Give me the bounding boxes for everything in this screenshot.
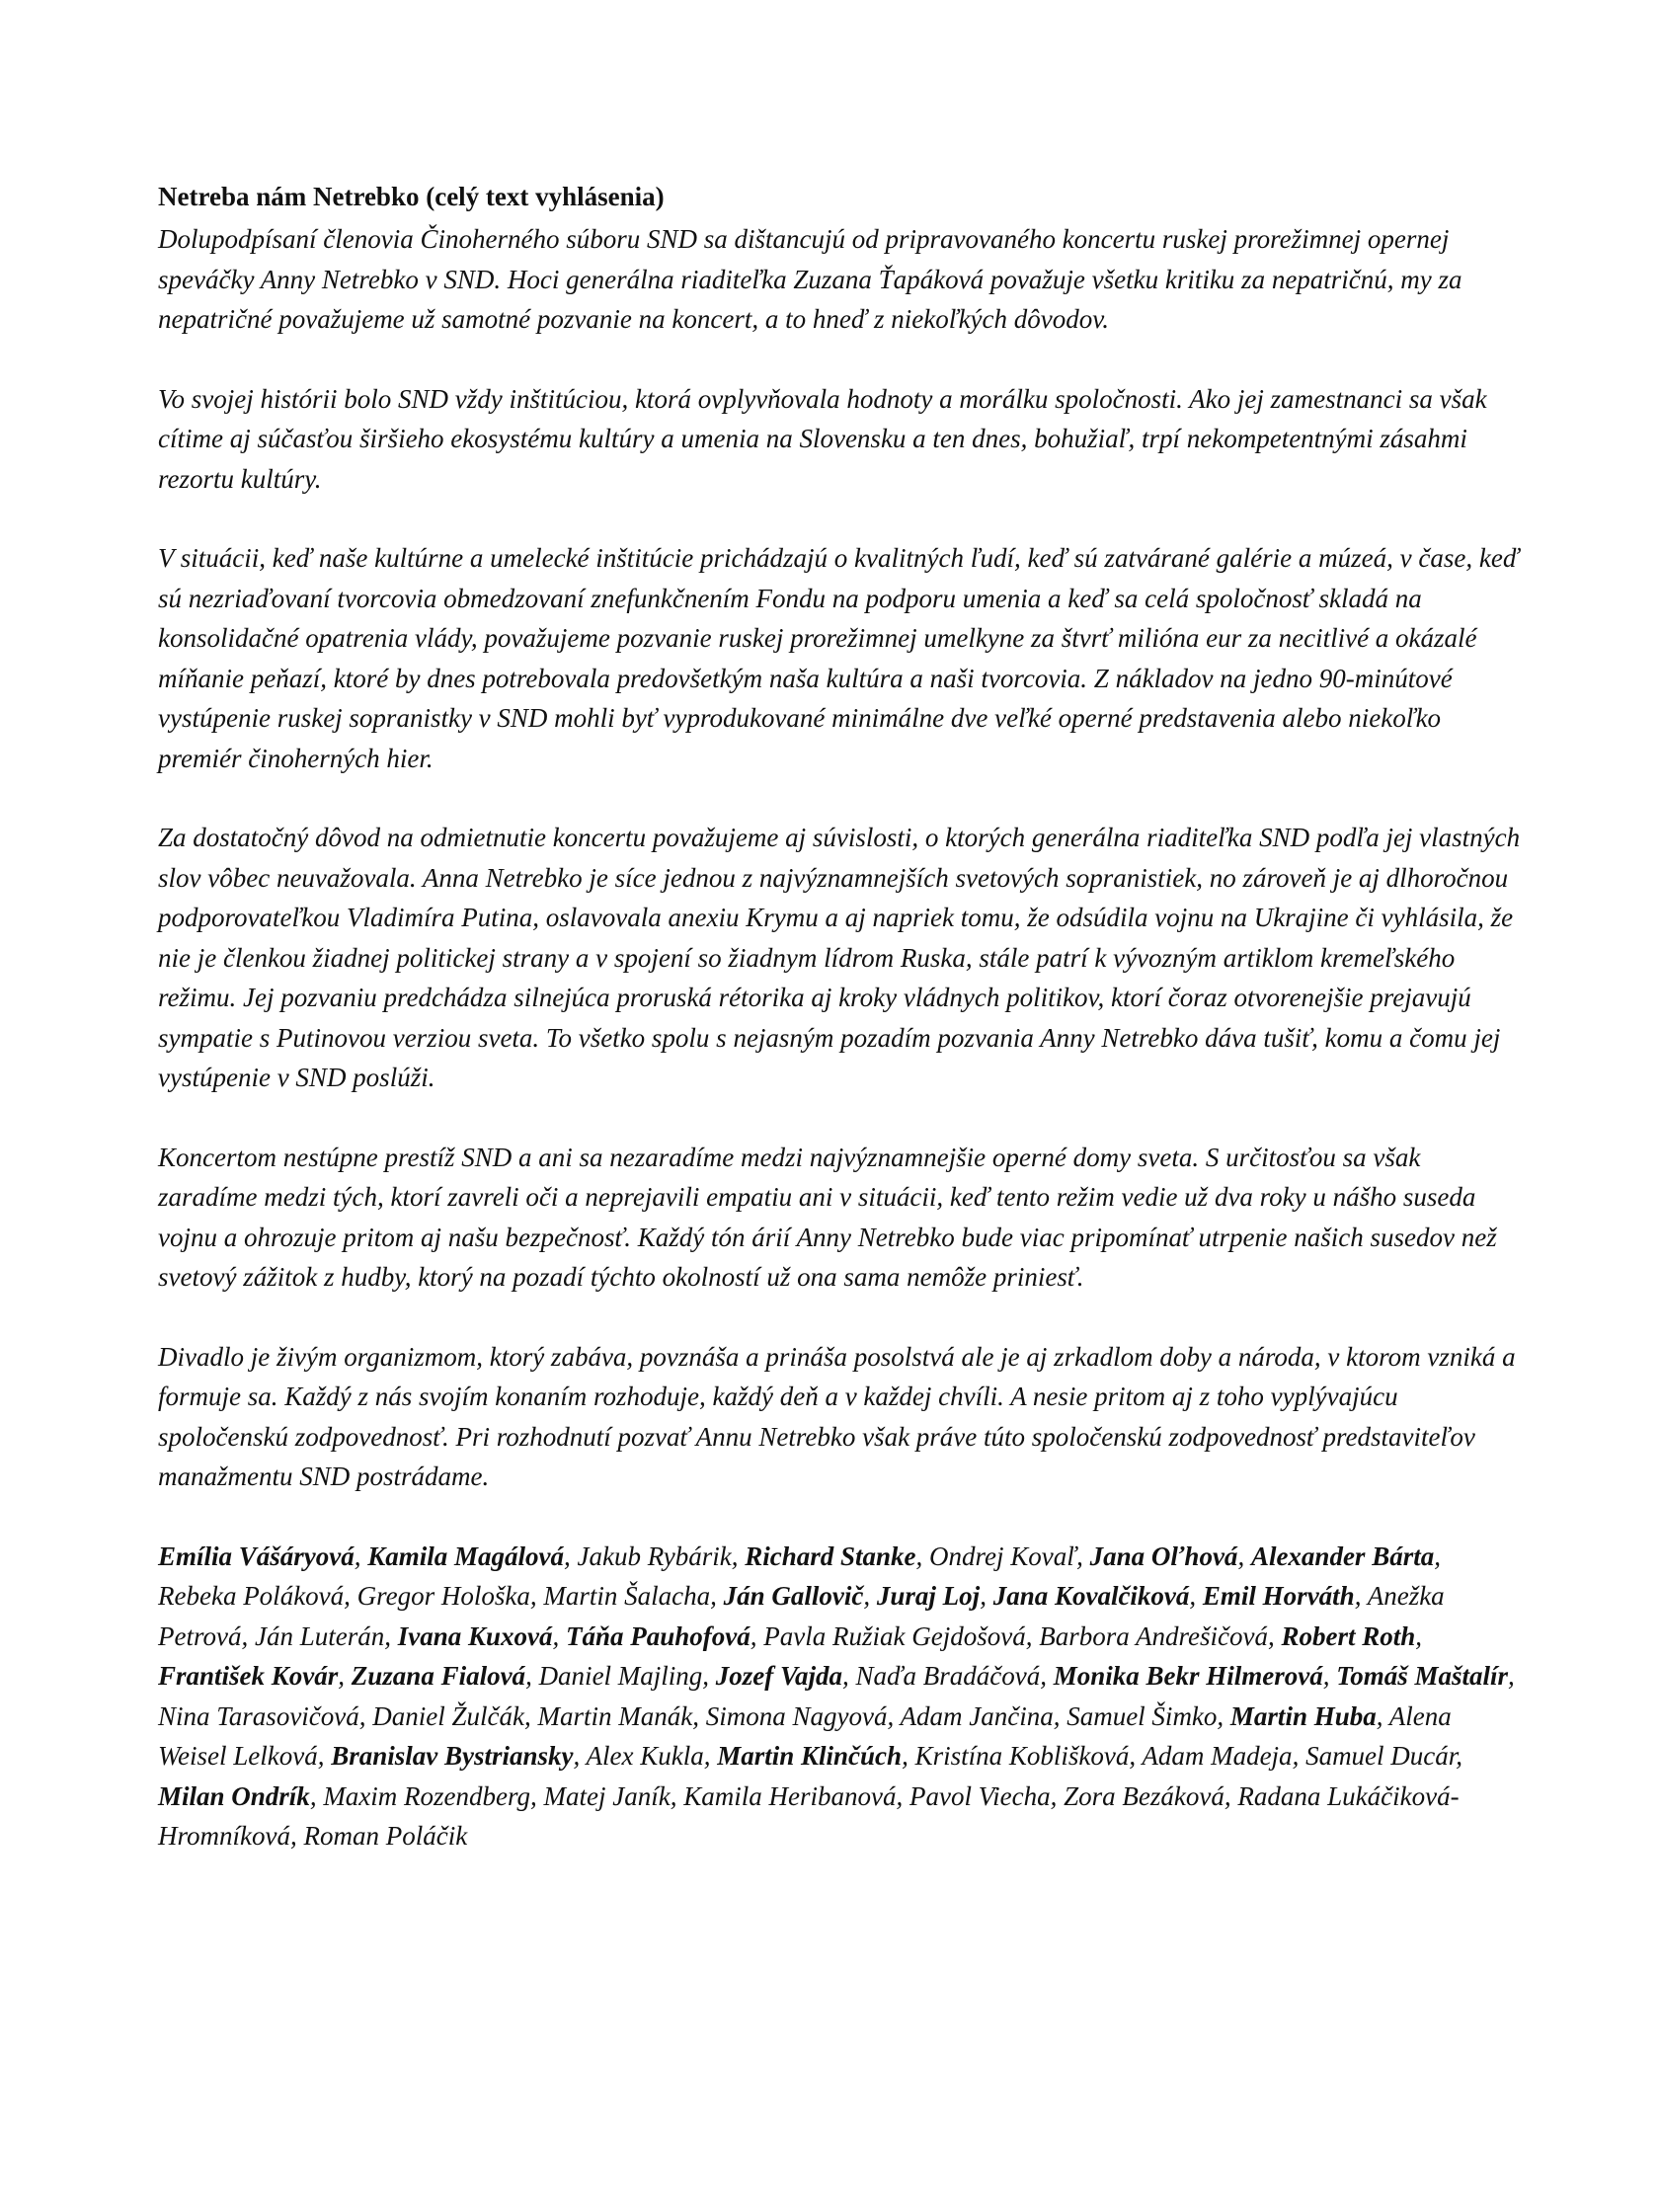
signatory-name: Daniel Žulčák — [372, 1700, 524, 1731]
signatory-name: Emil Horváth — [1202, 1581, 1355, 1611]
signatory-name: Jana Kovalčiková — [992, 1581, 1190, 1611]
signatory-name: Simona Nagyová — [705, 1700, 888, 1731]
signatory-name: Martin Manák — [537, 1700, 693, 1731]
signatory-name: Alexander Bárta — [1250, 1540, 1435, 1571]
signatory-name: Samuel Šimko — [1066, 1700, 1218, 1731]
signatory-name: Rebeka Poláková — [158, 1581, 345, 1611]
signatory-name: Tomáš Maštalír — [1336, 1661, 1509, 1691]
paragraph-3: V situácii, keď naše kultúrne a umelecké inštitúcie prichádzajú o kvalitných ľudí, keď sú zatvárané galérie a múzeá, v čase, keď sú nezriaďovaní tvorcovia obmedzovaní znefunkčnením Fondu na podporu umenia a keď sa celá spoločnosť skladá na konsolidačné opatrenia vlády, považujeme pozvanie ruskej prorežimnej umelkyne za štvrť milióna eur za necitlivé a okázalé míňanie peňazí, ktoré by dnes potrebovala predovšetkým naša kultúra a naši tvorcovia. Z nákladov na jedno 90-minútové vystúpenie ruskej sopranistky v SND mohli byť vyprodukované minimálne dve veľké operné predstavenia alebo niekoľko premiér činoherných hier. — [158, 543, 1520, 773]
signatory-name: Barbora Andrešičová — [1039, 1620, 1268, 1651]
document-body — [158, 176, 1521, 1856]
signatory-name: Daniel Majling — [538, 1661, 703, 1691]
signatory-name: Nina Tarasovičová — [158, 1700, 359, 1731]
paragraph-6: Divadlo je živým organizmom, ktorý zabáva, povznáša a prináša posolstvá ale je aj zrkadlom doby a národa, v ktorom vzniká a formuje sa. Každý z nás svojím konaním rozhoduje, každý deň a v každej chvíli. A nesie pritom aj z toho vyplývajúcu spoločenskú zodpovednosť. Pri rozhodnutí pozvať Annu Netrebko však práve túto spoločenskú zodpovednosť predstaviteľov manažmentu SND postrádame. — [158, 1341, 1516, 1491]
signatory-name: František Kovár — [158, 1661, 339, 1691]
signatory-name: Ján Luterán — [254, 1620, 385, 1651]
signatory-name: Radana Lukáčiková-Hromníková — [158, 1780, 1460, 1851]
signatory-name: Milan Ondrík — [158, 1780, 310, 1811]
signatory-name: Robert Roth — [1281, 1620, 1416, 1651]
signatory-name: Martin Huba — [1229, 1700, 1377, 1731]
signatory-name: Gregor Hološka — [356, 1581, 530, 1611]
signatory-name: Adam Jančina — [900, 1700, 1054, 1731]
signatory-name: Branislav Bystriansky — [331, 1741, 574, 1771]
signatory-name: Samuel Ducár — [1305, 1741, 1457, 1771]
signatory-name: Alex Kukla — [586, 1741, 704, 1771]
signatory-name: Martin Klinčúch — [717, 1741, 903, 1771]
signatory-name: Adam Madeja — [1142, 1741, 1293, 1771]
signatory-name: Martin Šalacha — [543, 1581, 711, 1611]
signatory-name: Richard Stanke — [745, 1540, 916, 1571]
signatory-name: Ján Gallovič — [723, 1581, 864, 1611]
signatory-name: Ondrej Kovaľ — [929, 1540, 1077, 1571]
signatory-name: Maxim Rozendberg — [323, 1780, 531, 1811]
signatory-name: Kamila Magálová — [367, 1540, 565, 1571]
signatory-name: Ivana Kuxová — [397, 1620, 553, 1651]
signatory-name: Anežka Petrová — [158, 1581, 1445, 1651]
signatory-name: Matej Janík — [543, 1780, 671, 1811]
document-title: Netreba nám Netrebko (celý text vyhlásenia) — [158, 182, 665, 211]
signatory-name: Kristína Koblišková — [914, 1741, 1130, 1771]
paragraph-5: Koncertom nestúpne prestíž SND a ani sa nezaradíme medzi najvýznamnejšie operné domy sveta. S určitosťou sa však zaradíme medzi tých, ktorí zavreli oči a neprejavili empatiu ani v situácii, keď tento režim vedie už dva roky u nášho suseda vojnu a ohrozuje pritom aj našu bezpečnosť. Každý tón árií Anny Netrebko bude viac pripomínať utrpenie našich susedov než svetový zážitok z hudby, ktorý na pozadí týchto okolností už ona sama nemôže priniesť. — [158, 1142, 1497, 1292]
signatories-list: Emília Vášáryová, Kamila Magálová, Jakub Rybárik, Richard Stanke, Ondrej Kovaľ, Jana Oľhová, Alexander Bárta, Rebeka Poláková, Gregor Hološka, Martin Šalacha, Ján Gallovič, Juraj Loj, Jana Kovalčiková, Emil Horváth, Anežka Petrová, Ján Luterán, Ivana Kuxová, Táňa Pauhofová, Pavla Ružiak Gejdošová, Barbora Andrešičová, Robert Roth, František Kovár, Zuzana Fialová, Daniel Majling, Jozef Vajda, Naďa Bradáčová, Monika Bekr Hilmerová, Tomáš Maštalír, Nina Tarasovičová, Daniel Žulčák, Martin Manák, Simona Nagyová, Adam Jančina, Samuel Šimko, Martin Huba, Alena Weisel Lelková, Branislav Bystriansky, Alex Kukla, Martin Klinčúch, Kristína Koblišková, Adam Madeja, Samuel Ducár, Milan Ondrík, Maxim Rozendberg, Matej Janík, Kamila Heribanová, Pavol Viecha, Zora Bezáková, Radana Lukáčiková-Hromníková, Roman Poláčik — [158, 1540, 1515, 1851]
signatory-name: Kamila Heribanová — [683, 1780, 897, 1811]
signatory-name: Pavol Viecha — [908, 1780, 1051, 1811]
signatory-name: Táňa Pauhofová — [566, 1620, 750, 1651]
signatory-name: Pavla Ružiak Gejdošová — [763, 1620, 1026, 1651]
signatory-name: Emília Vášáryová — [158, 1540, 355, 1571]
signatory-name: Alena Weisel Lelková — [158, 1700, 1452, 1771]
signatory-name: Juraj Loj — [876, 1581, 981, 1611]
signatory-name: Monika Bekr Hilmerová — [1053, 1661, 1323, 1691]
signatory-name: Jozef Vajda — [715, 1661, 843, 1691]
signatory-name: Jakub Rybárik — [577, 1540, 732, 1571]
paragraph-4: Za dostatočný dôvod na odmietnutie koncertu považujeme aj súvislosti, o ktorých generálna riaditeľka SND podľa jej vlastných slov vôbec neuvažovala. Anna Netrebko je síce jednou z najvýznamnejších svetových sopranistiek, no zároveň je aj dlhoročnou podporovateľkou Vladimíra Putina, oslavovala anexiu Krymu a aj napriek tomu, že odsúdila vojnu na Ukrajine či vyhlásila, že nie je členkou žiadnej politickej strany a v spojení so žiadnym lídrom Ruska, stále patrí k vývozným artiklom kremeľského režimu. Jej pozvaniu predchádza silnejúca proruská rétorika aj kroky vládnych politikov, ktorí čoraz otvorenejšie prejavujú sympatie s Putinovou verziou sveta. To všetko spolu s nejasným pozadím pozvania Anny Netrebko dáva tušiť, komu a čomu jej vystúpenie v SND poslúži. — [158, 823, 1521, 1092]
signatory-name: Zora Bezáková — [1064, 1780, 1224, 1811]
paragraph-2: Vo svojej histórii bolo SND vždy inštitúciou, ktorá ovplyvňovala hodnoty a morálku spoločnosti. Ako jej zamestnanci sa však cítime aj súčasťou širšieho ekosystému kultúry a umenia na Slovensku a ten dnes, bohužiaľ, trpí nekompetentnými zásahmi rezortu kultúry. — [158, 383, 1487, 494]
signatory-name: Zuzana Fialová — [351, 1661, 526, 1691]
paragraph-1: Dolupodpísaní členovia Činoherného súboru SND sa dištancujú od pripravovaného koncertu ruskej prorežimnej opernej speváčky Anny Netrebko v SND. Hoci generálna riaditeľka Zuzana Ťapáková považuje všetku kritiku za nepatričnú, my za nepatričné považujeme už samotné pozvanie na koncert, a to hneď z niekoľkých dôvodov. — [158, 224, 1462, 334]
signatory-name: Roman Poláčik — [303, 1821, 468, 1851]
signatory-name: Naďa Bradáčová — [855, 1661, 1041, 1691]
signatory-name: Jana Oľhová — [1089, 1540, 1238, 1571]
